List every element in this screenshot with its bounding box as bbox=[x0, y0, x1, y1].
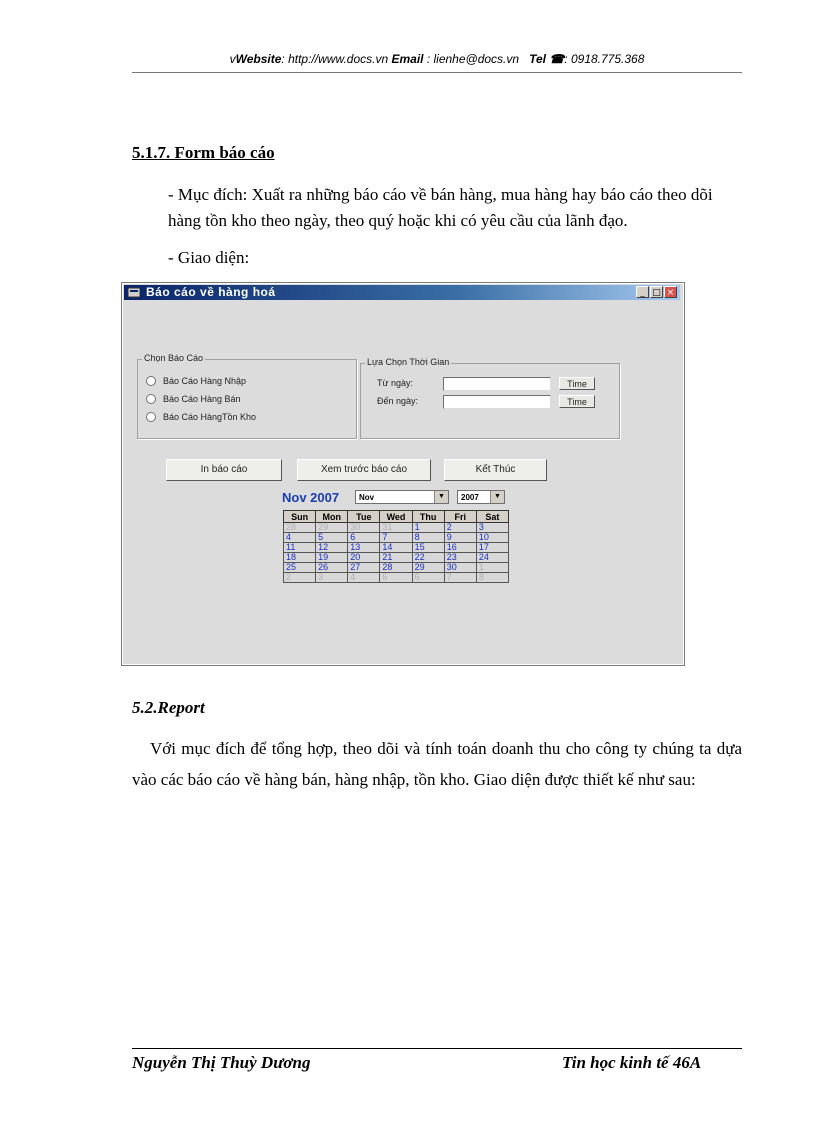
calendar-day-cell[interactable]: 19 bbox=[316, 553, 348, 563]
email-value: : lienhe@docs.vn bbox=[423, 52, 520, 66]
preview-report-button[interactable]: Xem trước báo cáo bbox=[297, 459, 431, 481]
calendar-day-cell[interactable]: 6 bbox=[412, 573, 444, 583]
calendar-day-cell[interactable]: 10 bbox=[476, 533, 508, 543]
calendar-day-header: Sun bbox=[284, 511, 316, 523]
to-date-input[interactable] bbox=[443, 395, 551, 409]
report-form-window bbox=[121, 282, 685, 666]
footer-author: Nguyễn Thị Thuỳ Dương bbox=[132, 1053, 311, 1072]
radio-button[interactable] bbox=[146, 394, 156, 404]
calendar-day-cell[interactable]: 1 bbox=[476, 563, 508, 573]
window-title: Báo cáo về hàng hoá bbox=[146, 285, 276, 299]
calendar-day-cell[interactable]: 18 bbox=[284, 553, 316, 563]
year-select[interactable] bbox=[457, 490, 505, 504]
chevron-down-icon[interactable]: ▼ bbox=[434, 491, 448, 503]
calendar-day-cell[interactable]: 2 bbox=[444, 523, 476, 533]
calendar-day-cell[interactable]: 5 bbox=[316, 533, 348, 543]
minimize-icon[interactable]: _ bbox=[636, 286, 649, 298]
website-label: Website bbox=[235, 52, 282, 66]
calendar-day-header: Sat bbox=[476, 511, 508, 523]
calendar-day-header: Mon bbox=[316, 511, 348, 523]
calendar-day-cell[interactable]: 27 bbox=[348, 563, 380, 573]
calendar-day-cell[interactable]: 23 bbox=[444, 553, 476, 563]
calendar-day-cell[interactable]: 7 bbox=[380, 533, 412, 543]
exit-button[interactable]: Kết Thúc bbox=[444, 459, 547, 481]
calendar-day-cell[interactable]: 13 bbox=[348, 543, 380, 553]
chevron-down-icon[interactable]: ▼ bbox=[490, 491, 504, 503]
report-paragraph: Với mục đích để tổng hợp, theo dõi và tính toán doanh thu cho công ty chúng ta dựa vào các báo cáo về hàng bán, hàng nhập, tồn kho. Giao diện được thiết kế như sau: bbox=[132, 739, 742, 789]
calendar-day-cell[interactable]: 17 bbox=[476, 543, 508, 553]
report-type-group bbox=[137, 353, 357, 439]
radio-label: Báo Cáo Hàng Bán bbox=[163, 394, 241, 404]
radio-button[interactable] bbox=[146, 376, 156, 386]
phone-icon: ☎ bbox=[549, 52, 565, 66]
from-time-button[interactable]: Time bbox=[559, 377, 595, 390]
calendar-week-row bbox=[284, 563, 509, 573]
calendar-day-cell[interactable]: 24 bbox=[476, 553, 508, 563]
calendar-day-cell[interactable]: 8 bbox=[476, 573, 508, 583]
calendar-day-header: Thu bbox=[412, 511, 444, 523]
calendar-week-row bbox=[284, 533, 509, 543]
calendar-day-cell[interactable]: 7 bbox=[444, 573, 476, 583]
calendar-day-cell[interactable]: 15 bbox=[412, 543, 444, 553]
calendar-day-cell[interactable]: 3 bbox=[316, 573, 348, 583]
print-report-button[interactable]: In báo cáo bbox=[166, 459, 282, 481]
footer-class: Tin học kinh tế 46A bbox=[562, 1053, 702, 1072]
section-heading-52: 5.2.Report bbox=[132, 698, 205, 717]
calendar-grid bbox=[283, 510, 509, 583]
calendar-week-row bbox=[284, 553, 509, 563]
year-select-value: 2007 bbox=[461, 493, 479, 502]
calendar-day-cell[interactable]: 2 bbox=[284, 573, 316, 583]
tel-value: : 0918.775.368 bbox=[564, 52, 645, 66]
calendar-week-row bbox=[284, 543, 509, 553]
calendar-day-headers bbox=[284, 511, 509, 523]
radio-label: Báo Cáo Hàng Nhập bbox=[163, 376, 247, 386]
calendar-day-cell[interactable]: 30 bbox=[444, 563, 476, 573]
website-value: : http://www.docs.vn bbox=[281, 52, 389, 66]
from-date-label: Từ ngày: bbox=[377, 378, 414, 388]
report-type-group-title: Chọn Báo Cáo bbox=[144, 353, 204, 363]
to-time-button[interactable]: Time bbox=[559, 395, 595, 408]
calendar-day-cell[interactable]: 5 bbox=[380, 573, 412, 583]
calendar-day-cell[interactable]: 31 bbox=[380, 523, 412, 533]
calendar-day-cell[interactable]: 30 bbox=[348, 523, 380, 533]
app-icon bbox=[128, 287, 140, 298]
calendar-day-cell[interactable]: 6 bbox=[348, 533, 380, 543]
calendar-day-cell[interactable]: 25 bbox=[284, 563, 316, 573]
calendar-day-cell[interactable]: 16 bbox=[444, 543, 476, 553]
radio-import-report[interactable] bbox=[146, 376, 246, 386]
time-range-group-title: Lựa Chọn Thời Gian bbox=[367, 357, 450, 367]
calendar-day-cell[interactable]: 4 bbox=[284, 533, 316, 543]
purpose-paragraph: - Mục đích: Xuất ra những báo cáo về bán hàng, mua hàng hay báo cáo theo dõi hàng tồn kho theo ngày, theo quý hoặc khi có yêu cầu của lãnh đạo. bbox=[168, 185, 713, 230]
title-bar bbox=[124, 285, 680, 300]
section-heading-517: 5.1.7. Form báo cáo bbox=[132, 143, 275, 162]
header-divider bbox=[132, 72, 742, 73]
calendar-day-cell[interactable]: 21 bbox=[380, 553, 412, 563]
email-label: Email bbox=[391, 52, 424, 66]
footer-divider bbox=[132, 1048, 742, 1049]
calendar-day-cell[interactable]: 29 bbox=[412, 563, 444, 573]
month-select[interactable] bbox=[355, 490, 449, 504]
calendar-week-row bbox=[284, 523, 509, 533]
radio-inventory-report[interactable] bbox=[146, 412, 256, 422]
calendar-day-header: Wed bbox=[380, 511, 412, 523]
calendar-day-cell[interactable]: 26 bbox=[316, 563, 348, 573]
header-bullet: v bbox=[229, 52, 236, 66]
calendar-day-cell[interactable]: 12 bbox=[316, 543, 348, 553]
interface-label: - Giao diện: bbox=[168, 248, 250, 267]
radio-sales-report[interactable] bbox=[146, 394, 241, 404]
page-header bbox=[132, 52, 742, 66]
calendar-day-cell[interactable]: 14 bbox=[380, 543, 412, 553]
calendar-day-cell[interactable]: 3 bbox=[476, 523, 508, 533]
calendar-week-row bbox=[284, 573, 509, 583]
to-date-label: Đến ngày: bbox=[377, 396, 419, 406]
radio-label: Báo Cáo HàngTồn Kho bbox=[163, 412, 257, 422]
calendar-day-cell[interactable]: 4 bbox=[348, 573, 380, 583]
calendar-day-cell[interactable]: 29 bbox=[316, 523, 348, 533]
calendar-month-header: Nov 2007 bbox=[282, 490, 340, 505]
calendar-body bbox=[284, 523, 509, 583]
time-range-group bbox=[360, 357, 620, 439]
calendar-day-cell[interactable]: 28 bbox=[380, 563, 412, 573]
calendar-day-cell[interactable]: 11 bbox=[284, 543, 316, 553]
close-icon[interactable]: × bbox=[664, 286, 677, 298]
calendar-day-cell[interactable]: 9 bbox=[444, 533, 476, 543]
calendar-day-cell[interactable]: 22 bbox=[412, 553, 444, 563]
calendar-day-cell[interactable]: 20 bbox=[348, 553, 380, 563]
radio-button[interactable] bbox=[146, 412, 156, 422]
calendar-day-cell[interactable]: 28 bbox=[284, 523, 316, 533]
tel-label: Tel bbox=[529, 52, 546, 66]
maximize-icon[interactable]: □ bbox=[650, 286, 663, 298]
calendar-day-header: Fri bbox=[444, 511, 476, 523]
calendar-day-cell[interactable]: 8 bbox=[412, 533, 444, 543]
calendar-day-cell[interactable]: 1 bbox=[412, 523, 444, 533]
month-select-value: Nov bbox=[359, 493, 375, 502]
calendar-day-header: Tue bbox=[348, 511, 380, 523]
from-date-input[interactable] bbox=[443, 377, 551, 391]
